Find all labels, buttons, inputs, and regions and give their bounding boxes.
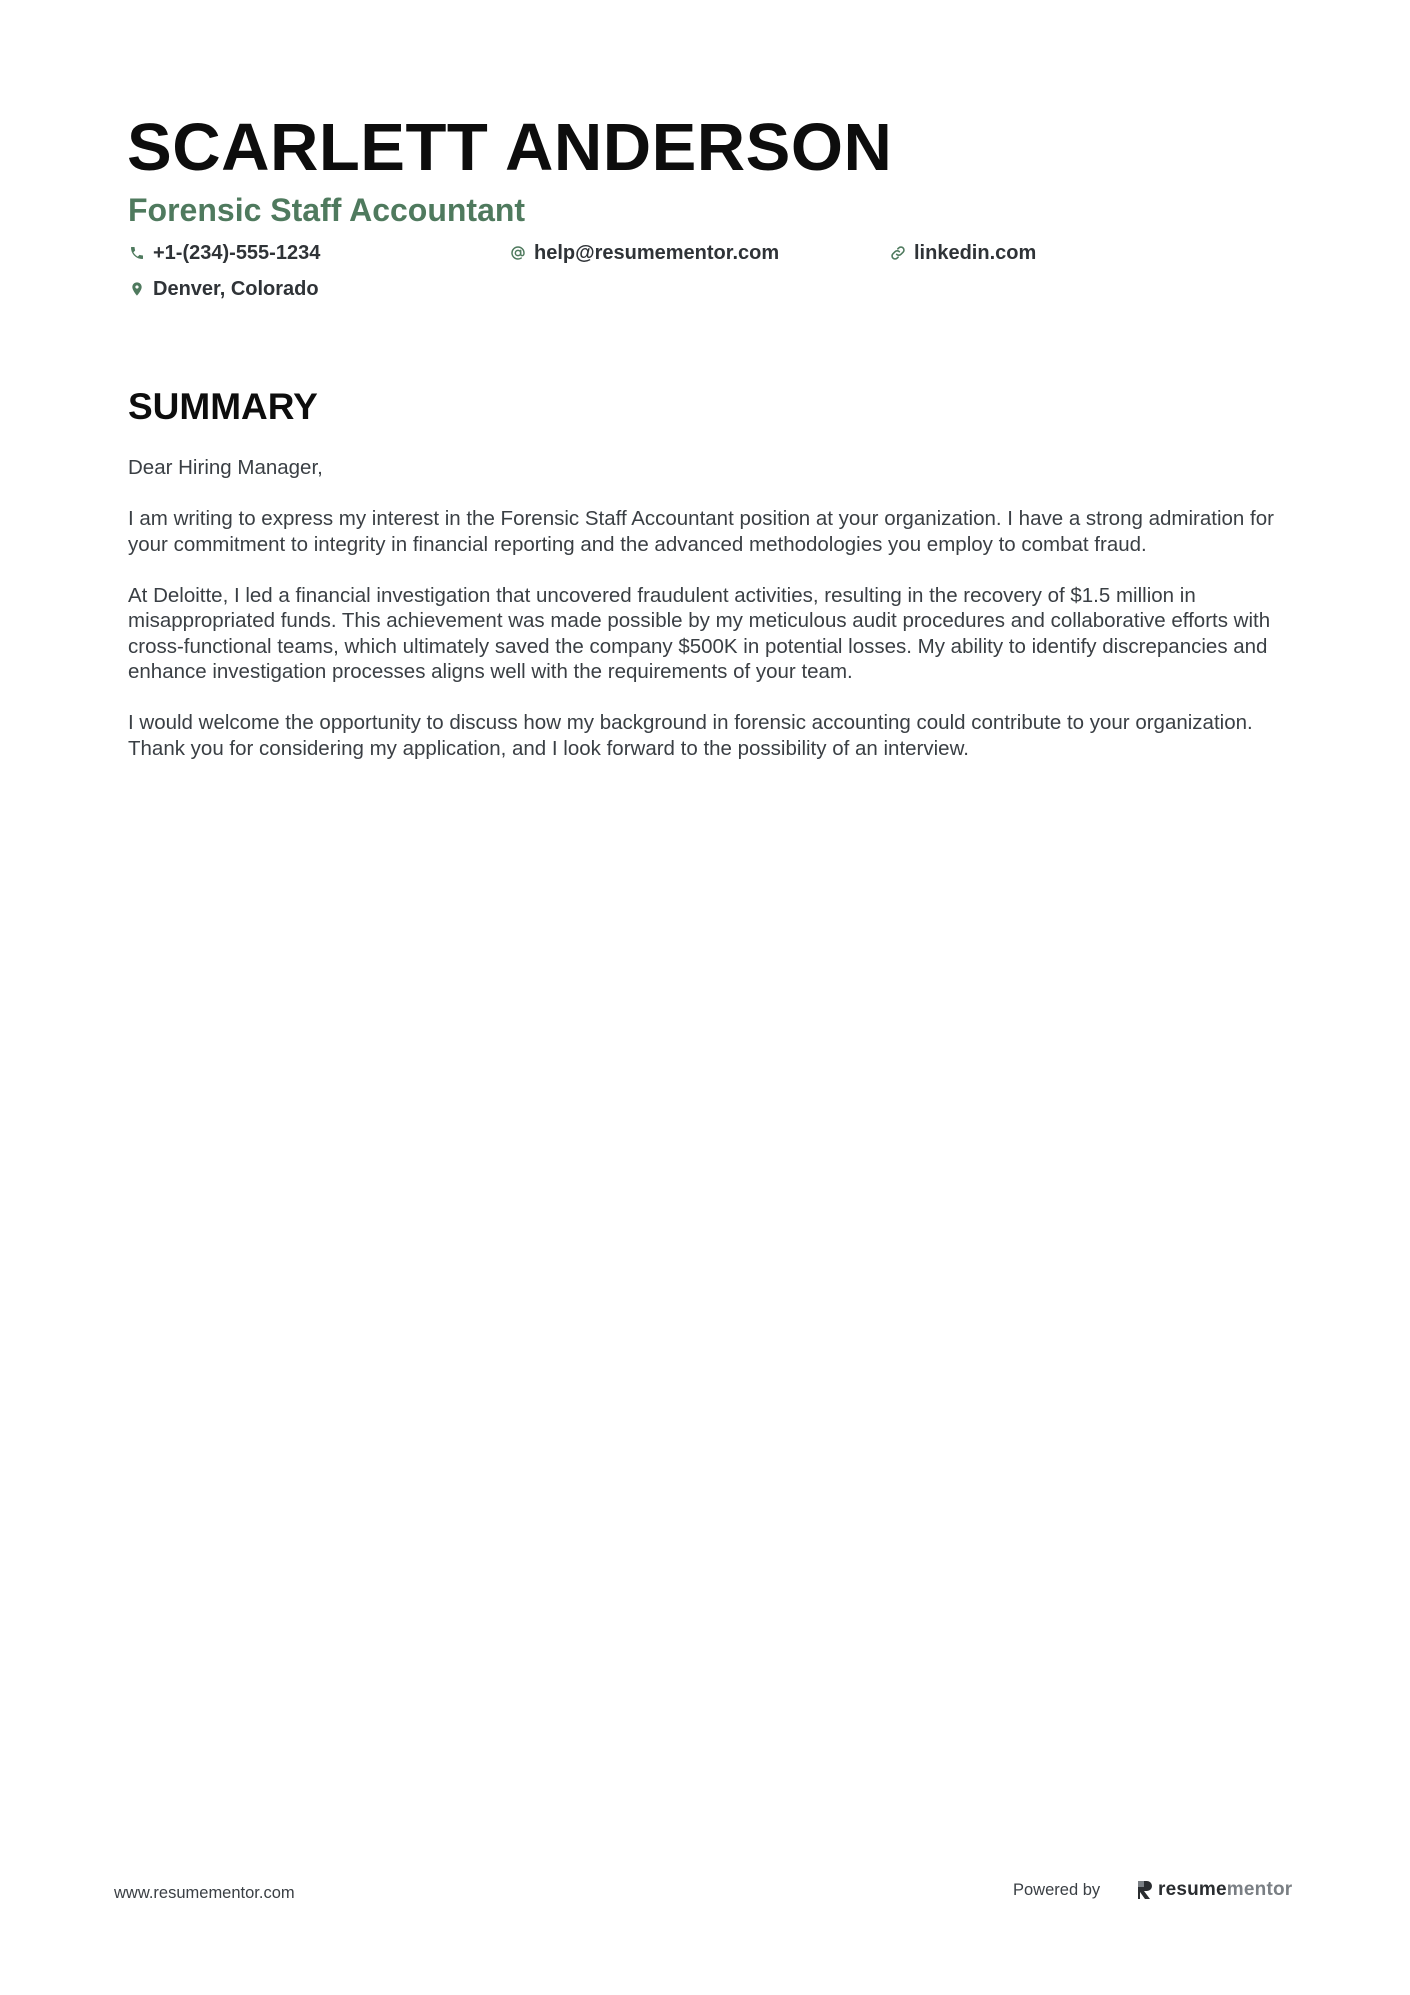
job-title: Forensic Staff Accountant <box>128 192 526 228</box>
brand-name-dark: resume <box>1158 1879 1227 1900</box>
contact-email <box>509 239 779 267</box>
contact-phone <box>128 239 320 267</box>
summary-paragraph: At Deloitte, I led a financial investigation that uncovered fraudulent activities, resulting in the recovery of $1.5 million in misappropriated funds. This achievement was made possible by my meticulous audit procedures and collaborative efforts with cross-functional teams, which ultimately saved the company $500K in potential losses. My ability to identify discrepancies and enhance investigation processes aligns well with the requirements of your team. <box>128 583 1271 683</box>
at-icon <box>509 244 527 262</box>
link-text: linkedin.com <box>914 241 1037 264</box>
footer-url[interactable]: www.resumementor.com <box>114 1884 295 1902</box>
email-text: help@resumementor.com <box>534 241 780 264</box>
link-icon <box>889 244 907 262</box>
candidate-name: SCARLETT ANDERSON <box>127 110 893 185</box>
brand-logo <box>1136 1876 1292 1904</box>
brand-name-light: mentor <box>1226 1879 1293 1900</box>
location-pin-icon <box>128 280 146 298</box>
salutation: Dear Hiring Manager, <box>128 456 323 479</box>
brand-mark-icon <box>1136 1879 1154 1901</box>
powered-by-label: Powered by <box>1013 1881 1101 1899</box>
location-text: Denver, Colorado <box>153 277 319 300</box>
summary-heading: SUMMARY <box>128 386 318 427</box>
contact-link <box>889 239 1036 267</box>
contact-location <box>128 275 319 303</box>
summary-paragraph: I would welcome the opportunity to discuss how my background in forensic accounting could contribute to your organization. Thank you for considering my application, and I look forward to the possibility of an interview. <box>128 711 1253 760</box>
summary-paragraph: I am writing to express my interest in the Forensic Staff Accountant position at your organization. I have a strong admiration for your commitment to integrity in financial reporting and the advanced methodologies you employ to combat fraud. <box>128 507 1274 556</box>
phone-text: +1-(234)-555-1234 <box>153 241 321 264</box>
phone-icon <box>128 244 146 262</box>
summary-body <box>128 455 1288 787</box>
